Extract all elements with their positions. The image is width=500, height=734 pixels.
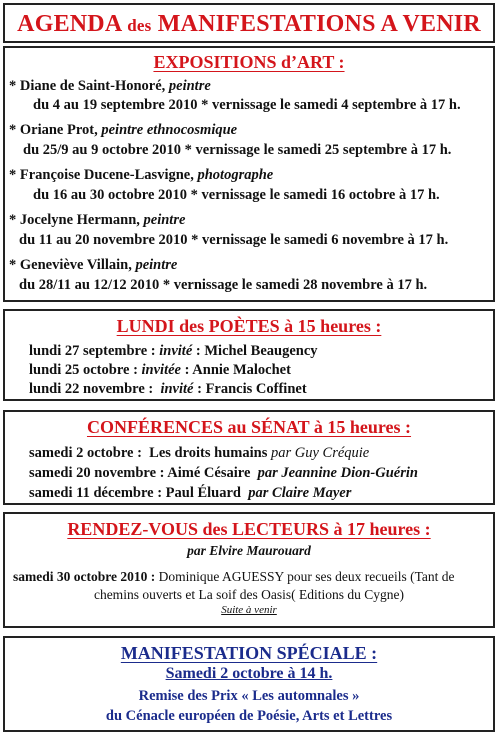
exhibition-dates: du 16 au 30 octobre 2010 * vernissage le samedi 16 octobre à 17 h. xyxy=(33,187,440,203)
conferences-section xyxy=(3,410,495,505)
lundi-title: LUNDI des POÈTES à 15 heures : xyxy=(116,316,382,336)
lecteurs-title: RENDEZ-VOUS des LECTEURS à 17 heures : xyxy=(67,519,431,539)
exhibition-dates: du 25/9 au 9 octobre 2010 * vernissage le samedi 25 septembre à 17 h. xyxy=(23,142,452,158)
poet-event: lundi 22 novembre : invité : Francis Coffinet xyxy=(29,381,307,397)
conference-event: samedi 2 octobre : Les droits humains par Guy Créquie xyxy=(29,445,370,461)
speciale-section xyxy=(3,636,495,732)
header-box xyxy=(3,3,495,43)
lecteurs-event-cont: chemins ouverts et La soif des Oasis( Editions du Cygne) xyxy=(93,587,405,602)
lundi-poetes-section xyxy=(3,309,495,401)
expositions-section xyxy=(3,46,495,302)
exhibition-artist: * Diane de Saint-Honoré, peintre xyxy=(9,78,211,94)
lecteurs-section xyxy=(3,512,495,628)
conference-event: samedi 11 décembre : Paul Éluard par Claire Mayer xyxy=(29,485,352,501)
exhibition-artist: * Françoise Ducene-Lasvigne, photographe xyxy=(9,167,274,183)
exhibition-dates: du 11 au 20 novembre 2010 * vernissage le samedi 6 novembre à 17 h. xyxy=(19,232,449,248)
suite-link[interactable]: Suite à venir xyxy=(221,604,277,616)
poet-event: lundi 27 septembre : invité : Michel Beaugency xyxy=(29,343,318,359)
exhibition-artist: * Jocelyne Hermann, peintre xyxy=(9,212,186,228)
conferences-title: CONFÉRENCES au SÉNAT à 15 heures : xyxy=(86,417,412,437)
speciale-date: Samedi 2 octobre à 14 h. xyxy=(165,665,333,682)
poet-event: lundi 25 octobre : invitée : Annie Malochet xyxy=(29,362,291,378)
page-title: AGENDA des MANIFESTATIONS A VENIR xyxy=(17,11,481,37)
exhibition-dates: du 4 au 19 septembre 2010 * vernissage le samedi 4 septembre à 17 h. xyxy=(33,97,461,113)
expositions-title: EXPOSITIONS d’ART : xyxy=(153,52,345,72)
speciale-line2: du Cénacle européen de Poésie, Arts et Lettres xyxy=(105,708,393,724)
lecteurs-host: par Elvire Maurouard xyxy=(187,543,311,558)
exhibition-artist: * Geneviève Villain, peintre xyxy=(9,257,178,273)
conference-event: samedi 20 novembre : Aimé Césaire par Jeannine Dion-Guérin xyxy=(29,465,418,481)
lecteurs-event: samedi 30 octobre 2010 : Dominique AGUESSY pour ses deux recueils (Tant de xyxy=(13,569,455,584)
exhibition-dates: du 28/11 au 12/12 2010 * vernissage le samedi 28 novembre à 17 h. xyxy=(19,277,428,293)
exhibition-artist: * Oriane Prot, peintre ethnocosmique xyxy=(9,122,238,138)
speciale-title: MANIFESTATION SPÉCIALE : xyxy=(120,643,378,663)
speciale-line1: Remise des Prix « Les automnales » xyxy=(138,688,360,704)
